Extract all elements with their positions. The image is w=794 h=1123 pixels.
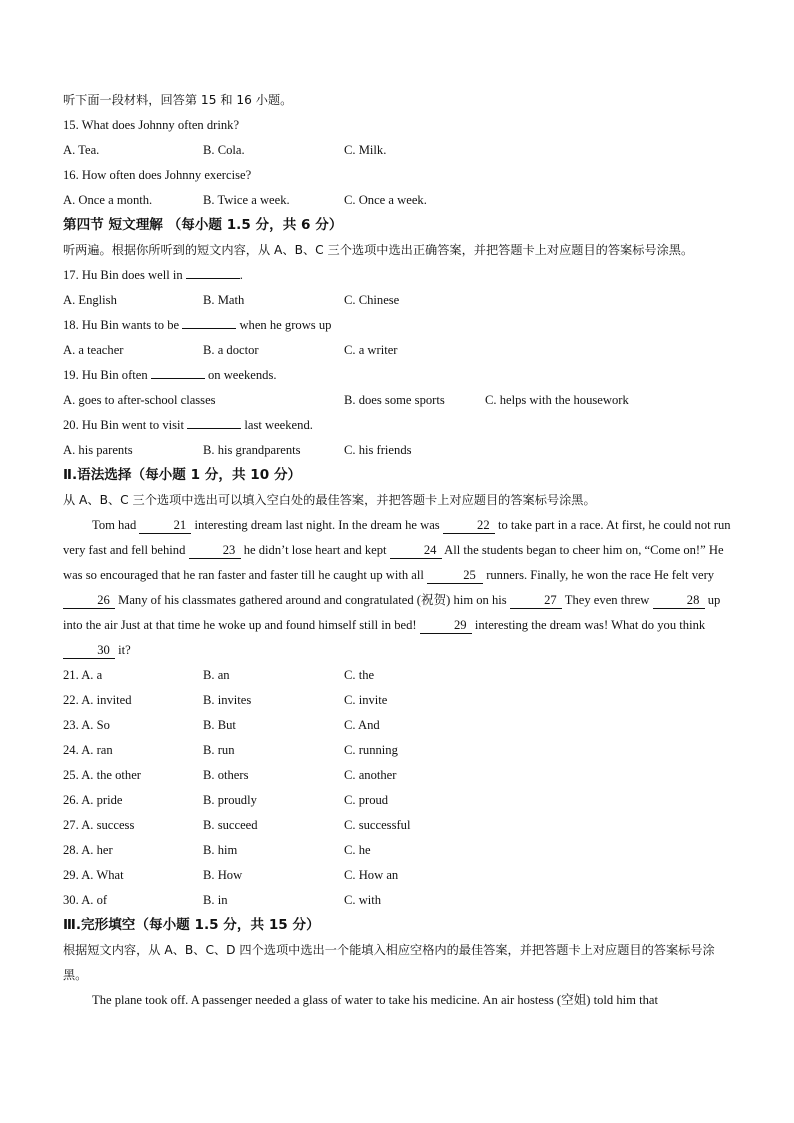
- option-a[interactable]: A. Tea.: [63, 143, 100, 157]
- option-b[interactable]: B. others: [203, 768, 249, 782]
- answer-blank: [186, 266, 240, 279]
- question-19-stem: 19. Hu Bin often on weekends.: [63, 368, 277, 382]
- cloze-passage-start: The plane took off. A passenger needed a glass of water to take his medicine. An air hostess (空姐) told him that: [92, 993, 658, 1007]
- question-30-options: [63, 888, 735, 913]
- section-2-instruction: 从 A、B、C 三个选项中选出可以填入空白处的最佳答案，并把答题卡上对应题目的答案标号涂黑。: [63, 493, 596, 507]
- option-a[interactable]: A. his parents: [63, 443, 133, 457]
- option-b[interactable]: B. in: [203, 893, 228, 907]
- blank-23: 23: [189, 543, 241, 559]
- option-c[interactable]: C. Once a week.: [344, 193, 427, 207]
- section-3-title: Ⅲ.完形填空（每小题 1.5 分，共 15 分）: [63, 917, 320, 933]
- question-22-options: [63, 688, 735, 713]
- option-c[interactable]: C. How an: [344, 868, 399, 882]
- question-24-options: [63, 738, 735, 763]
- question-15-options: [63, 138, 735, 163]
- option-a[interactable]: 23. A. So: [63, 718, 110, 732]
- option-a[interactable]: 22. A. invited: [63, 693, 132, 707]
- option-c[interactable]: C. helps with the housework: [485, 393, 629, 407]
- option-a[interactable]: A. Once a month.: [63, 193, 153, 207]
- exam-page: [63, 88, 735, 1013]
- blank-22: 22: [443, 518, 495, 534]
- answer-blank: [187, 416, 241, 429]
- question-15-stem: 15. What does Johnny often drink?: [63, 118, 240, 132]
- question-16-options: [63, 188, 735, 213]
- grammar-passage: Tom had 21 interesting dream last night. In the dream he was 22 to take part in a race. At first, he could not run very fast and fell behind 23 he didn’t lose heart and kept 24 All the students began to cheer him on, “Come on!” He was so encouraged that he ran faster and faster till he caught up with all 25 runners. Finally, he won the race He felt very 26 Many of his classmates gathered around and congratulated (祝贺) him on his 27 They even threw 28 up into the air Just at that time he woke up and found himself still in bed! 29 interesting the dream was! What do you think 30 it?: [63, 518, 731, 657]
- option-a[interactable]: A. English: [63, 293, 117, 307]
- option-b[interactable]: B. Cola.: [203, 143, 245, 157]
- question-25-options: [63, 763, 735, 788]
- option-c[interactable]: C. the: [344, 668, 375, 682]
- option-a[interactable]: 21. A. a: [63, 668, 103, 682]
- option-c[interactable]: C. with: [344, 893, 382, 907]
- answer-blank: [151, 366, 205, 379]
- section-4-title: 第四节 短文理解 （每小题 1.5 分，共 6 分）: [63, 217, 343, 233]
- option-b[interactable]: B. does some sports: [344, 393, 445, 407]
- option-a[interactable]: 25. A. the other: [63, 768, 141, 782]
- blank-30: 30: [63, 643, 115, 659]
- option-c[interactable]: C. running: [344, 743, 398, 757]
- section-3-instruction: 根据短文内容，从 A、B、C、D 四个选项中选出一个能填入相应空格内的最佳答案，并把答题卡上对应题目的答案标号涂黑。: [63, 943, 715, 982]
- blank-27: 27: [510, 593, 562, 609]
- question-16-stem: 16. How often does Johnny exercise?: [63, 168, 252, 182]
- option-a[interactable]: 27. A. success: [63, 818, 135, 832]
- answer-blank: [182, 316, 236, 329]
- option-a[interactable]: A. goes to after-school classes: [63, 393, 216, 407]
- question-20-options: [63, 438, 735, 463]
- question-20-stem: 20. Hu Bin went to visit last weekend.: [63, 418, 313, 432]
- option-c[interactable]: C. a writer: [344, 343, 398, 357]
- option-c[interactable]: C. proud: [344, 793, 389, 807]
- option-b[interactable]: B. an: [203, 668, 230, 682]
- question-23-options: [63, 713, 735, 738]
- question-26-options: [63, 788, 735, 813]
- question-21-options: [63, 663, 735, 688]
- option-b[interactable]: B. run: [203, 743, 235, 757]
- option-a[interactable]: 30. A. of: [63, 893, 108, 907]
- option-c[interactable]: C. successful: [344, 818, 411, 832]
- question-17-stem: 17. Hu Bin does well in .: [63, 268, 243, 282]
- blank-21: 21: [139, 518, 191, 534]
- option-b[interactable]: B. invites: [203, 693, 252, 707]
- blank-26: 26: [63, 593, 115, 609]
- option-c[interactable]: C. And: [344, 718, 380, 732]
- option-b[interactable]: B. Math: [203, 293, 245, 307]
- option-a[interactable]: A. a teacher: [63, 343, 124, 357]
- blank-24: 24: [390, 543, 442, 559]
- section-2-title: Ⅱ.语法选择（每小题 1 分，共 10 分）: [63, 467, 302, 483]
- listening-intro: 听下面一段材料，回答第 15 和 16 小题。: [63, 93, 293, 107]
- option-a[interactable]: 24. A. ran: [63, 743, 113, 757]
- option-b[interactable]: B. proudly: [203, 793, 257, 807]
- option-c[interactable]: C. invite: [344, 693, 388, 707]
- option-b[interactable]: B. a doctor: [203, 343, 259, 357]
- option-c[interactable]: C. Milk.: [344, 143, 387, 157]
- blank-25: 25: [427, 568, 483, 584]
- option-b[interactable]: B. him: [203, 843, 238, 857]
- option-a[interactable]: 28. A. her: [63, 843, 113, 857]
- question-17-options: [63, 288, 735, 313]
- question-28-options: [63, 838, 735, 863]
- option-b[interactable]: B. But: [203, 718, 236, 732]
- option-a[interactable]: 26. A. pride: [63, 793, 123, 807]
- blank-29: 29: [420, 618, 472, 634]
- option-c[interactable]: C. another: [344, 768, 397, 782]
- section-4-instruction: 听两遍。根据你所听到的短文内容，从 A、B、C 三个选项中选出正确答案，并把答题卡上对应题目的答案标号涂黑。: [63, 243, 694, 257]
- option-c[interactable]: C. his friends: [344, 443, 412, 457]
- option-b[interactable]: B. succeed: [203, 818, 258, 832]
- question-29-options: [63, 863, 735, 888]
- option-c[interactable]: C. Chinese: [344, 293, 400, 307]
- blank-28: 28: [653, 593, 705, 609]
- option-b[interactable]: B. his grandparents: [203, 443, 301, 457]
- question-19-options: [63, 388, 735, 413]
- option-b[interactable]: B. How: [203, 868, 243, 882]
- option-a[interactable]: 29. A. What: [63, 868, 124, 882]
- question-18-stem: 18. Hu Bin wants to be when he grows up: [63, 318, 332, 332]
- option-b[interactable]: B. Twice a week.: [203, 193, 290, 207]
- question-27-options: [63, 813, 735, 838]
- option-c[interactable]: C. he: [344, 843, 371, 857]
- question-18-options: [63, 338, 735, 363]
